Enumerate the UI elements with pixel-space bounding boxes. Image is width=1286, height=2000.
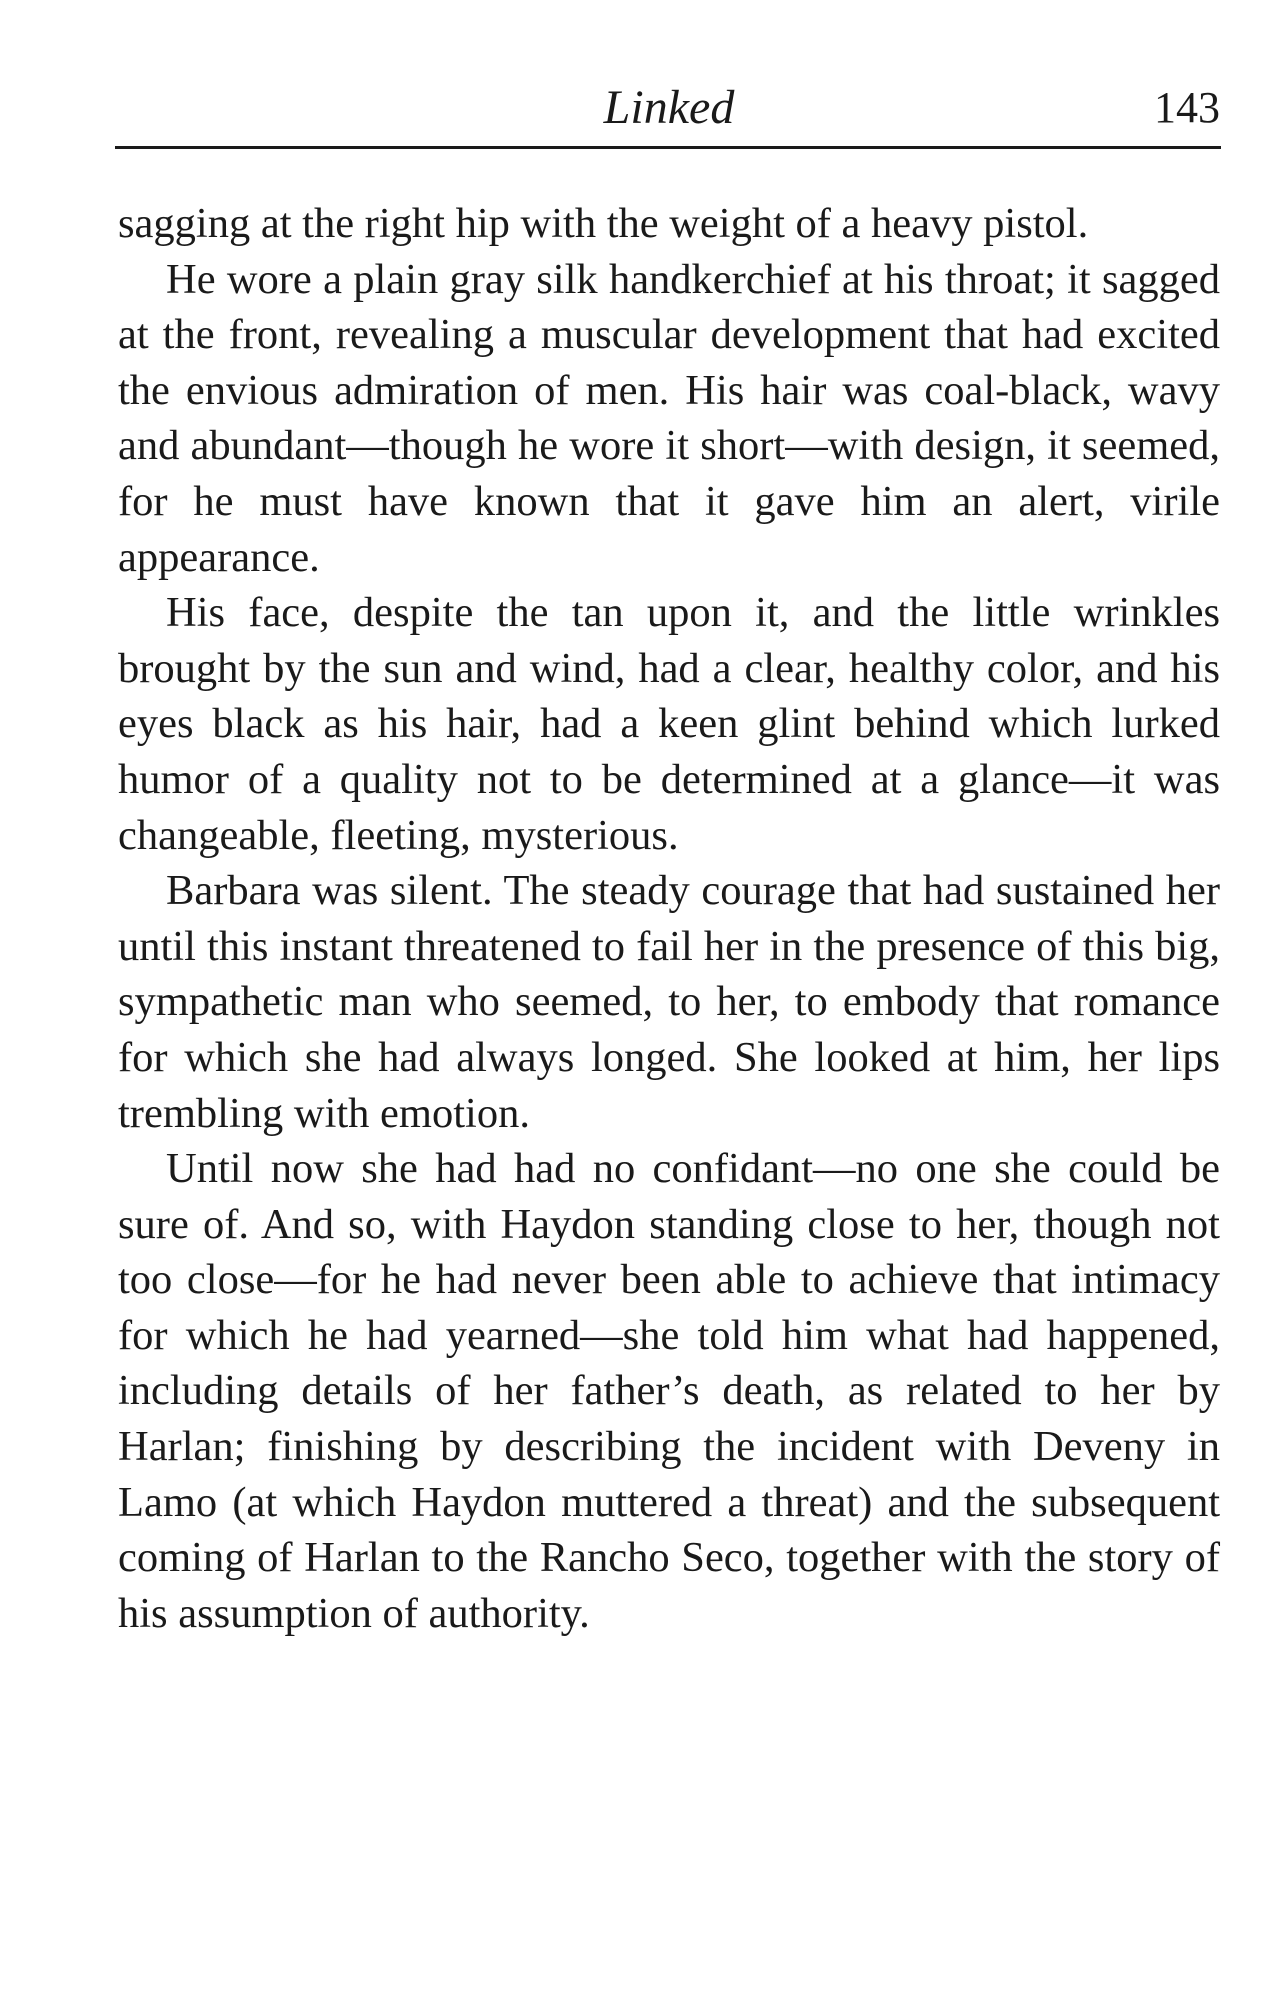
paragraph-4: Barbara was silent. The steady courage that had sustained her until this instant threatened to fail her in the presence of this big, sympathetic man who seemed, to her, to embody that romance for which she had always longed. She looked at him, her lips trembling with emotion. — [118, 867, 1220, 1137]
paragraph-5: Until now she had had no confidant—no one she could be sure of. And so, with Haydon standing close to her, though not too close—for he had never been able to achieve that intimacy for which he had yearned—she told him what had happened, including details of her father’s death, as related to her by Harlan; finishing by describing the incident with Deveny in Lamo (at which Haydon muttered a threat) and the subsequent coming of Harlan to the Rancho Seco, together with the story of his assumption of authority. — [118, 1145, 1220, 1637]
header-rule — [115, 146, 1221, 149]
page-number: 143 — [1154, 83, 1220, 132]
running-title: Linked — [603, 81, 735, 134]
page-header — [118, 78, 1220, 138]
paragraph-3: His face, despite the tan upon it, and the little wrinkles brought by the sun and wind, had a clear, healthy color, and his eyes black as his hair, had a keen glint behind which lurked humor of a quality not to be determined at a glance—it was changeable, fleeting, mysterious. — [118, 589, 1220, 859]
paragraph-2: He wore a plain gray silk handkerchief at his throat; it sagged at the front, revealing a muscular development that had excited the envious admiration of men. His hair was coal-black, wavy and abundant—though he wore it short—with design, it seemed, for he must have known that it gave him an alert, virile appearance. — [118, 255, 1220, 581]
body-text — [118, 196, 1220, 1641]
paragraph-1: sagging at the right hip with the weight of a heavy pistol. — [118, 200, 1089, 247]
